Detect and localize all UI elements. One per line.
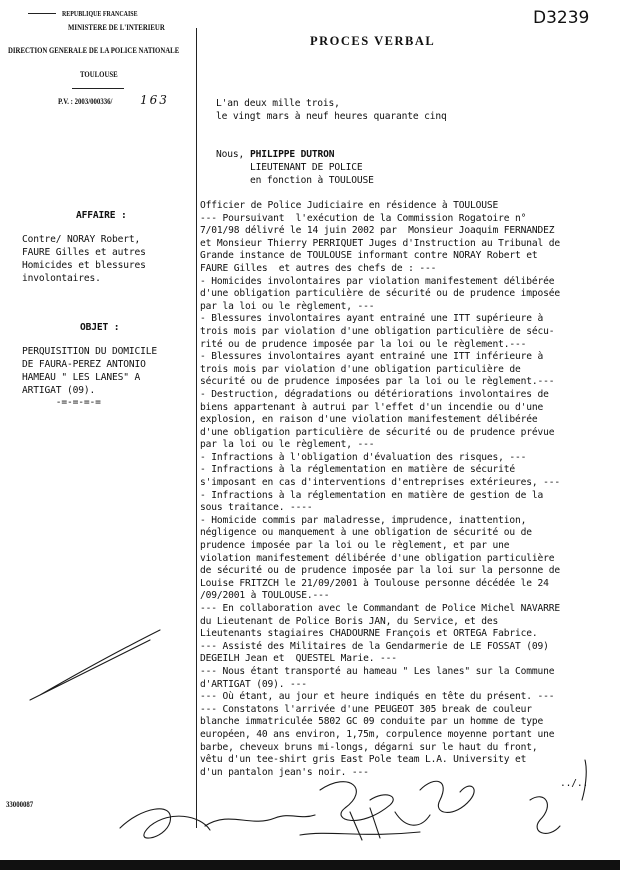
affaire-line: Homicides et blessures (22, 260, 146, 271)
header-ministry: MINISTERE DE L'INTERIEUR (68, 23, 165, 32)
body-line: --- Nous étant transporté au hameau " Les lanes" sur la Commune (200, 665, 555, 677)
document-stamp: D3239 (533, 8, 590, 28)
date-line-2: le vingt mars à neuf heures quarante cinq (216, 111, 447, 122)
body-line: vêtu d'un tee-shirt gris East Pole team L.A. University et (200, 754, 527, 766)
affaire-line: FAURE Gilles et autres (22, 247, 146, 258)
margin-flourish (30, 630, 160, 700)
officer-rank: LIEUTENANT DE POLICE (250, 162, 363, 173)
body-line: du Lieutenant de Police Boris JAN, du Service, et des (200, 615, 499, 627)
body-line: - Infractions à l'obligation d'évaluation des risques, --- (200, 451, 527, 463)
page-title: PROCES VERBAL (310, 34, 436, 48)
header-direction: DIRECTION GENERALE DE LA POLICE NATIONALE (8, 46, 180, 55)
body-line: --- Assisté des Militaires de la Gendarmerie de LE FOSSAT (09) (200, 640, 549, 652)
body-text (200, 200, 560, 779)
affaire-line: involontaires. (22, 273, 101, 284)
body-line: et Monsieur Thierry PERRIQUET Juges d'Instruction au Tribunal de (200, 237, 561, 249)
body-line: négligence ou manquement à une obligation de sécurité ou de (200, 527, 532, 539)
pv-number: P.V. : 2003/000336/ (58, 97, 113, 106)
officer-post: en fonction à TOULOUSE (250, 175, 374, 186)
scan-edge-bar (0, 860, 620, 870)
body-line: d'ARTIGAT (09). --- (200, 678, 307, 690)
body-line: trois mois par violation d'une obligation particulière de sécu- (200, 325, 555, 337)
body-line: - Infractions à la réglementation en matière de sécurité (200, 464, 516, 476)
body-line: 7/01/98 délivré le 14 juin 2002 par Monsieur Joaquim FERNANDEZ (200, 225, 555, 237)
header-dash (28, 13, 56, 14)
header-republic: REPUBLIQUE FRANCAISE (62, 10, 138, 18)
objet-line: HAMEAU " LES LANES" A (22, 372, 141, 383)
objet-line: PERQUISITION DU DOMICILE (22, 346, 158, 357)
body-line: /09/2001 à TOULOUSE.--- (200, 590, 330, 602)
body-line: d'une obligation particulière de sécurité ou de prudence prévue (200, 426, 555, 438)
affaire-heading: AFFAIRE : (76, 210, 127, 221)
header-city: TOULOUSE (80, 70, 118, 79)
body-line: --- En collaboration avec le Commandant de Police Michel NAVARRE (200, 603, 561, 614)
body-line: - Blessures involontaires ayant entrainé une ITT supérieure à (200, 313, 544, 325)
signature-4 (530, 797, 560, 834)
body-line: Officier de Police Judiciaire en résidence à TOULOUSE (200, 200, 499, 211)
body-line: - Blessures involontaires ayant entrainé une ITT inférieure à (200, 351, 544, 363)
signature-2 (320, 782, 393, 821)
body-line: Louise FRITZCH le 21/09/2001 à Toulouse personne décédée le 24 (200, 577, 549, 589)
continuation-mark: ../.. (560, 778, 589, 789)
body-line: européen, 40 ans environ, 1,75m, corpulence moyenne portant une (200, 728, 555, 740)
body-line: biens appartenant à autrui par l'effet d'un incendie ou d'une (200, 401, 544, 413)
body-line: d'un pantalon jean's noir. --- (200, 766, 369, 778)
body-line: rité ou de prudence imposée par la loi ou le règlement.--- (200, 338, 527, 350)
body-line: blanche immatriculée 5802 GC 09 conduite par un homme de type (200, 716, 544, 728)
pv-handwritten-number: 163 (140, 93, 169, 107)
body-line: sous traitance. ---- (200, 502, 313, 514)
officer-name: PHILIPPE DUTRON (250, 149, 335, 160)
body-line: violation manifestement délibérée d'une obligation particulière (200, 552, 555, 564)
city-underline (72, 88, 124, 89)
objet-line: DE FAURA-PEREZ ANTONIO (22, 359, 146, 370)
body-line: prudence imposée par la loi ou le règlement, et par une (200, 540, 510, 552)
body-line: sécurité ou de prudence imposées par la loi ou le règlement.--- (200, 376, 555, 388)
body-line: FAURE Gilles et autres des chefs de : --- (200, 262, 437, 274)
body-line: trois mois par violation d'une obligation particulière de (200, 363, 521, 375)
page-code: 33000087 (6, 800, 34, 809)
date-line-1: L'an deux mille trois, (216, 98, 340, 109)
body-line: d'une obligation particulière de sécurité ou de prudence imposée (200, 288, 561, 300)
body-line: - Destruction, dégradations ou détériorations involontaires de (200, 388, 549, 400)
body-line: Grande instance de TOULOUSE informant contre NORAY Robert et (200, 250, 538, 262)
body-line: s'imposant en cas d'interventions d'entreprises extérieures, --- (200, 477, 561, 489)
objet-line: -=-=-=-= (22, 397, 101, 408)
body-line: --- Poursuivant l'exécution de la Commission Rogatoire n° (200, 212, 527, 224)
column-divider (196, 28, 197, 828)
officer-lead: Nous, (216, 149, 245, 160)
body-line: barbe, cheveux bruns mi-longs, dégarni sur le haut du front, (200, 741, 538, 753)
body-line: par la loi ou le règlement, --- (200, 300, 375, 312)
body-line: Lieutenants stagiaires CHADOURNE François et ORTEGA Fabrice. (200, 628, 538, 640)
objet-line: ARTIGAT (09). (22, 385, 96, 396)
affaire-line: Contre/ NORAY Robert, (22, 234, 141, 245)
body-line: DEGEILH Jean et QUESTEL Marie. --- (200, 653, 397, 665)
body-line: --- Où étant, au jour et heure indiqués en tête du présent. --- (200, 691, 555, 703)
body-line: explosion, en raison d'une violation manifestement délibérée (200, 414, 538, 426)
body-line: --- Constatons l'arrivée d'une PEUGEOT 305 break de couleur (200, 703, 532, 715)
body-line: - Homicides involontaires par violation manifestement délibérée (200, 275, 555, 287)
objet-heading: OBJET : (80, 322, 120, 333)
body-line: de sécurité ou de prudence imposée par la loi sur la personne de (200, 565, 561, 577)
body-line: par la loi ou le règlement, --- (200, 439, 375, 451)
body-line: - Homicide commis par maladresse, imprudence, inattention, (200, 514, 527, 526)
signature-3 (420, 781, 474, 812)
body-line: - Infractions à la réglementation en matière de gestion de la (200, 489, 544, 501)
